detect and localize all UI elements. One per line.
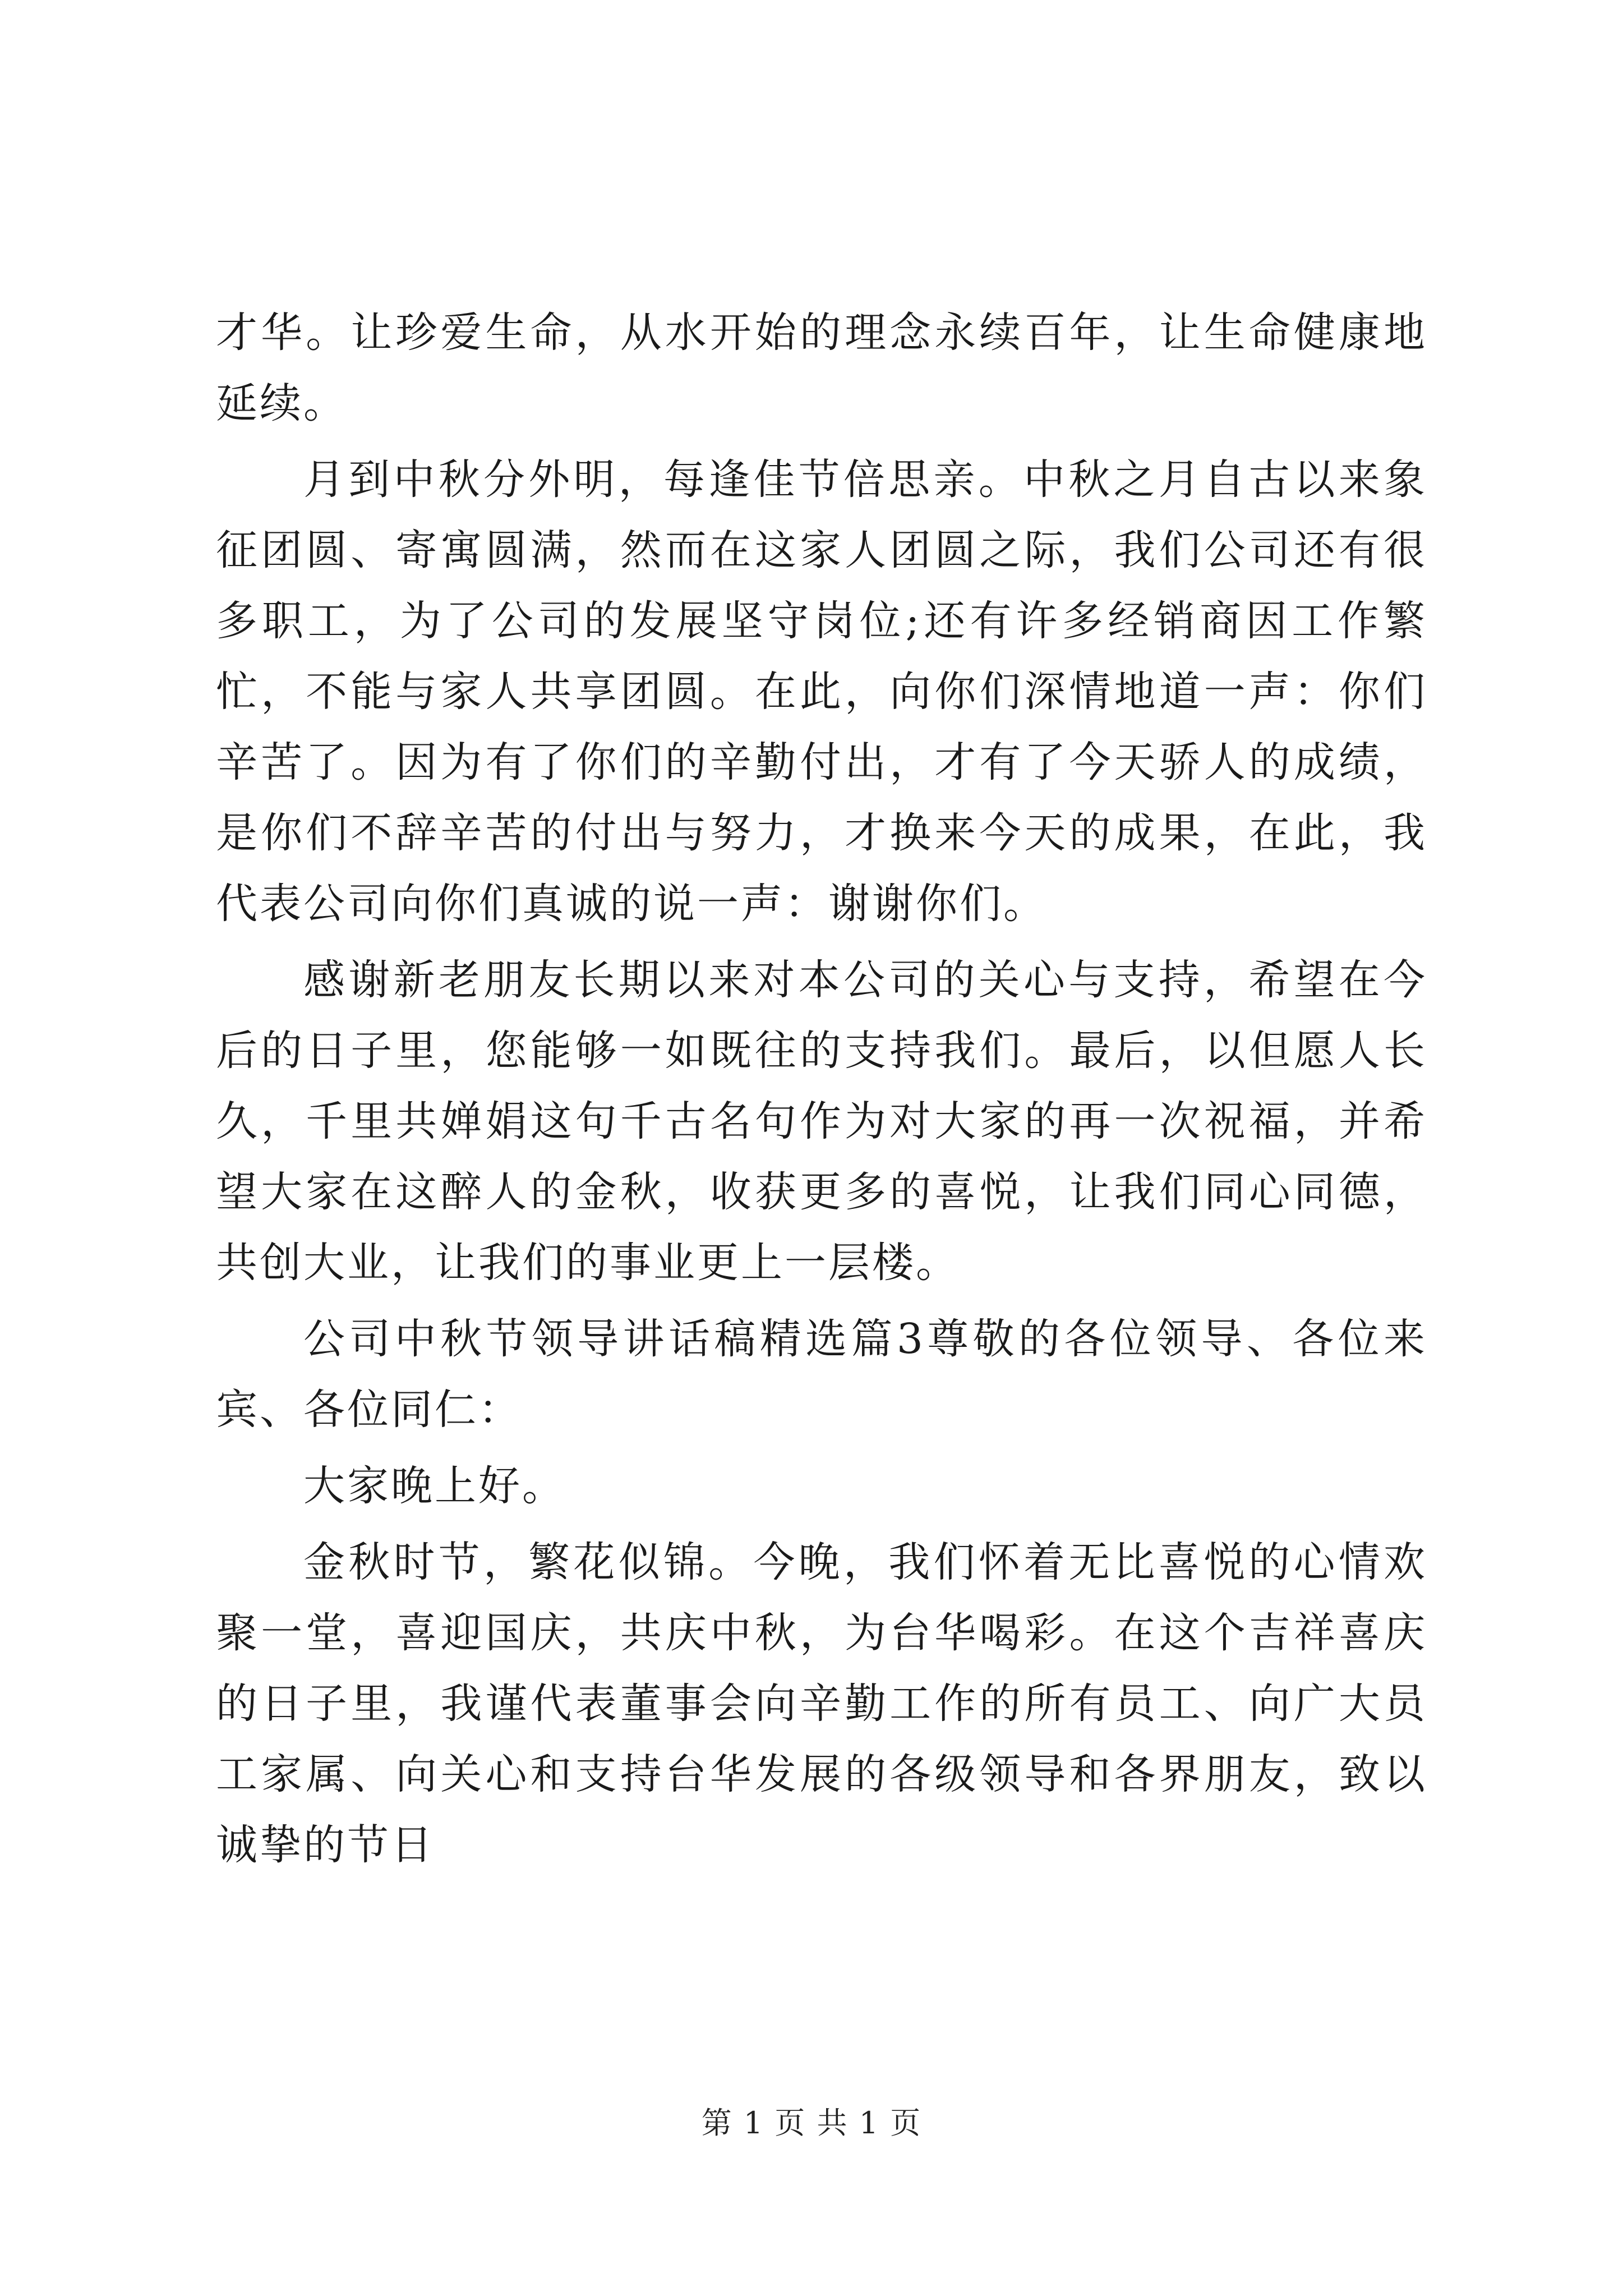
paragraph-1: 才华。让珍爱生命，从水开始的理念永续百年，让生命健康地延续。 — [216, 309, 1427, 427]
paragraph-5: 大家晚上好。 — [303, 1462, 566, 1510]
document-body — [216, 297, 1427, 1880]
paragraph-4: 公司中秋节领导讲话稿精选篇3尊敬的各位领导、各位来宾、各位同仁： — [216, 1315, 1427, 1434]
paragraph-2: 月到中秋分外明，每逢佳节倍思亲。中秋之月自古以来象征团圆、寄寓圆满，然而在这家人团圆之际，我们公司还有很多职工，为了公司的发展坚守岗位;还有许多经销商因工作繁忙，不能与家人共享团圆。在此，向你们深情地道一声：你们辛苦了。因为有了你们的辛勤付出，才有了今天骄人的成绩，是你们不辞辛苦的付出与努力，才换来今天的成果，在此，我代表公司向你们真诚的说一声：谢谢你们。 — [216, 455, 1427, 928]
page-footer: 第 1 页 共 1 页 — [701, 2105, 922, 2141]
paragraph-6: 金秋时节，繁花似锦。今晚，我们怀着无比喜悦的心情欢聚一堂，喜迎国庆，共庆中秋，为台华喝彩。在这个吉祥喜庆的日子里，我谨代表董事会向辛勤工作的所有员工、向广大员工家属、向关心和支持台华发展的各级领导和各界朋友，致以诚挚的节日 — [216, 1538, 1427, 1869]
paragraph-3: 感谢新老朋友长期以来对本公司的关心与支持，希望在今后的日子里，您能够一如既往的支持我们。最后，以但愿人长久，千里共婵娟这句千古名句作为对大家的再一次祝福，并希望大家在这醉人的金秋，收获更多的喜悦，让我们同心同德，共创大业，让我们的事业更上一层楼。 — [216, 956, 1427, 1287]
